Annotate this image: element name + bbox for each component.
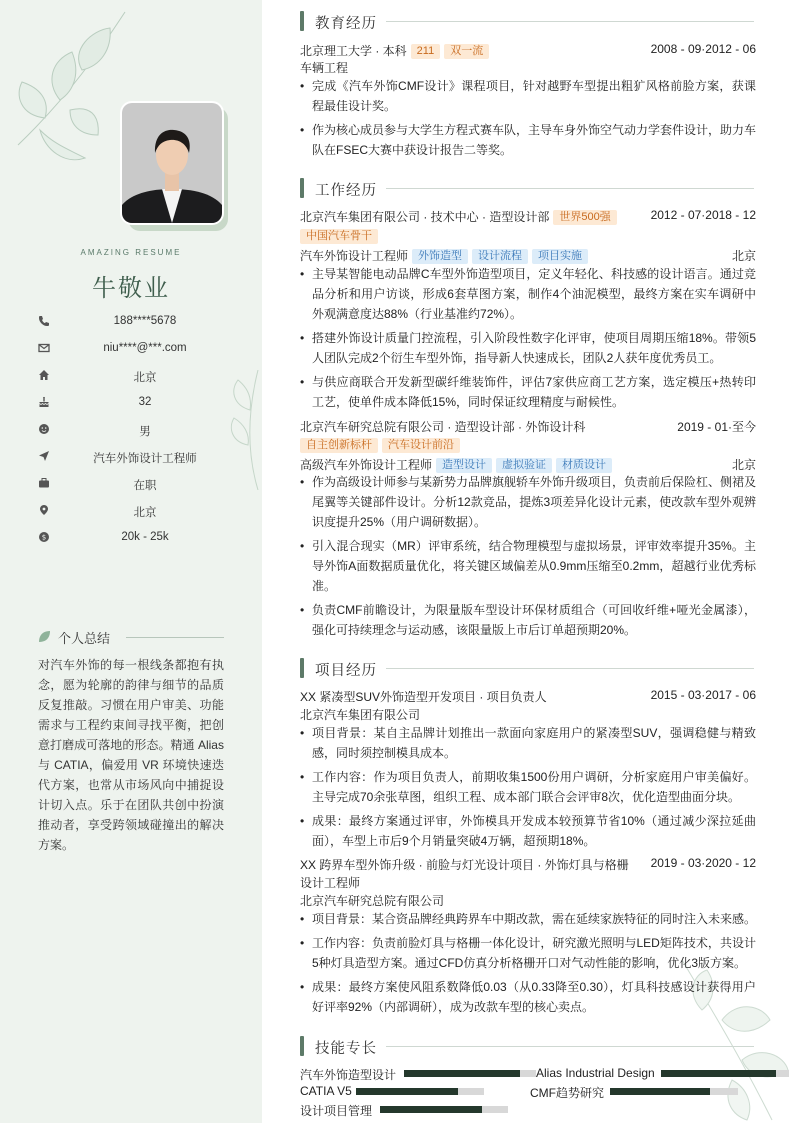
skills-section-heading	[300, 1036, 754, 1056]
info-value: 北京	[133, 372, 157, 384]
education-title: 教育经历	[315, 16, 377, 32]
skill-bar-fill	[404, 1070, 520, 1077]
cake-icon	[38, 396, 50, 408]
skill-tag: 设计流程	[472, 249, 528, 264]
skills-title: 技能专长	[315, 1041, 377, 1057]
skill-bar-fill	[661, 1070, 776, 1077]
list-item: • 工作内容：作为项目负责人，前期收集1500份用户调研，分析家庭用户审美偏好。主导完成70余张草图，组织工程、成本部门联合会评审8次，优化造型曲面分块。	[300, 770, 756, 804]
person-name: 牛敬业	[92, 275, 170, 302]
skill-tag: 外饰造型	[412, 249, 468, 264]
job-city: 北京	[731, 249, 756, 263]
job-header	[300, 418, 756, 434]
list-item: • 项目背景：某自主品牌计划推出一款面向家庭用户的紧凑型SUV，强调稳健与精致感，同时须控制模具成本。	[300, 726, 756, 760]
skill-bar-fill	[356, 1088, 458, 1095]
tagline: AMAZING RESUME	[80, 248, 182, 257]
job-extra-tags	[300, 229, 756, 245]
summary-title: 个人总结	[58, 631, 111, 646]
avatar	[120, 101, 224, 225]
skill-tag: 项目实施	[532, 249, 588, 264]
info-target-city	[38, 503, 228, 521]
project-name: XX 紧凑型SUV外饰造型开发项目 · 项目负责人	[300, 690, 547, 704]
info-age	[38, 395, 228, 413]
list-item: • 引入混合现实（MR）评审系统，结合物理模型与虚拟场景，评审效率提升35%。主导外饰A面数据质量优化，将关键区域偏差从0.9mm压缩至0.2mm，超越行业优秀标准。	[300, 539, 756, 593]
skill-item: 设计项目管理	[300, 1102, 548, 1116]
skill-bar	[661, 1070, 789, 1077]
list-item: • 成果：最终方案使风阻系数降低0.03（从0.33降至0.30），灯具科技感设计获得用户好评率92%（内部调研），成为改款车型的核心卖点。	[300, 980, 756, 1014]
job-extra-tags	[300, 438, 756, 454]
education-date: 2008 - 09·2012 - 06	[650, 42, 756, 56]
skill-tag: 材质设计	[556, 458, 612, 473]
info-value: 汽车外饰设计工程师	[93, 453, 197, 465]
send-icon	[38, 450, 50, 462]
info-phone	[38, 314, 228, 332]
info-value: 32	[138, 396, 152, 408]
location-icon	[38, 504, 50, 516]
money-icon	[38, 531, 50, 543]
work-section-heading	[300, 178, 754, 198]
skill-bar-fill	[610, 1088, 710, 1095]
school-tag: 双一流	[444, 44, 489, 59]
projects-section-heading	[300, 658, 754, 678]
skill-bar-fill	[380, 1106, 482, 1113]
info-email	[38, 341, 228, 359]
job-position-row	[300, 456, 756, 472]
info-gender	[38, 422, 228, 440]
education-major: 车辆工程	[300, 61, 349, 75]
work-title: 工作经历	[315, 183, 377, 199]
summary-heading	[38, 628, 224, 646]
projects-title: 项目经历	[315, 663, 377, 679]
project-org: 北京汽车集团有限公司	[300, 708, 421, 722]
skill-item: 汽车外饰造型设计	[300, 1066, 528, 1080]
company-tag: 世界500强	[553, 210, 616, 225]
face-icon	[38, 423, 50, 435]
company-name: 北京汽车研究总院有限公司 · 造型设计部 · 外饰设计科	[300, 420, 586, 434]
skill-item: CMF趋势研究	[530, 1084, 740, 1098]
info-status	[38, 476, 228, 494]
info-salary	[38, 530, 228, 548]
list-item: • 工作内容：负责前脸灯具与格栅一体化设计，研究激光照明与LED矩阵技术，共设计5种灯具造型方案。通过CFD仿真分析格栅开口对气动性能的影响，优化3版方案。	[300, 936, 756, 970]
info-city	[38, 368, 228, 386]
honor-tag: 中国汽车骨干	[300, 229, 378, 244]
info-value: 男	[139, 426, 151, 438]
main-content	[262, 0, 794, 1123]
svg-text:$: $	[41, 533, 47, 542]
info-value: niu****@***.com	[103, 342, 187, 354]
list-item: • 搭建外饰设计质量门控流程，引入阶段性数字化评审，使项目周期压缩18%。带领5人团队完成2个衍生车型外饰，指导新人快速成长，团队2人获年度优秀员工。	[300, 331, 756, 365]
skill-bar	[356, 1088, 484, 1095]
job-position: 高级汽车外饰设计工程师	[300, 458, 433, 472]
mail-icon	[38, 342, 50, 354]
job-date: 2012 - 07·2018 - 12	[650, 208, 756, 222]
skill-bar	[380, 1106, 508, 1113]
job-date: 2019 - 01·至今	[677, 420, 756, 434]
avatar-frame	[120, 101, 224, 225]
phone-icon	[38, 315, 50, 327]
company-name: 北京汽车集团有限公司 · 技术中心 · 造型设计部	[300, 210, 550, 224]
info-position	[38, 449, 228, 467]
school-name: 北京理工大学 · 本科	[300, 44, 407, 58]
education-header	[300, 42, 756, 58]
leaf-sprig-icon	[228, 370, 262, 490]
project-name: XX 跨界车型外饰升级 · 前脸与灯光设计项目 · 外饰灯具与格栅	[300, 858, 629, 872]
info-value: 北京	[133, 507, 157, 519]
project-role: 设计工程师	[300, 876, 361, 890]
leaf-icon	[38, 630, 51, 643]
list-item: • 项目背景：某合资品牌经典跨界车中期改款，需在延续家族特征的同时注入未来感。	[300, 912, 757, 926]
list-item: • 主导某智能电动品牌C车型外饰造型项目，定义年轻化、科技感的设计语言。通过竞品分析和用户访谈，形成6套草图方案，制作4个油泥模型，最终方案在实车调研中外观满意度达88%（行业基准约72%）。	[300, 267, 756, 321]
job-position-row	[300, 247, 756, 263]
list-item: • 作为核心成员参与大学生方程式赛车队，主导车身外饰空气动力学套件设计，助力车队在FSEC大赛中获设计报告二等奖。	[300, 123, 757, 157]
info-value: 20k - 25k	[121, 531, 169, 543]
education-section-heading	[300, 11, 754, 31]
skill-item: Alias Industrial Design	[536, 1066, 790, 1080]
info-value: 188****5678	[113, 315, 177, 327]
job-city: 北京	[731, 458, 756, 472]
project-date: 2019 - 03·2020 - 12	[650, 856, 756, 870]
skill-tag: 造型设计	[436, 458, 492, 473]
list-item: • 负责CMF前瞻设计，为限量版车型设计环保材质组合（可回收纤维+哑光金属漆），强化可持续理念与运动感，该限量版上市后订单超预期20%。	[300, 603, 756, 637]
list-item: • 完成《汽车外饰CMF设计》课程项目，针对越野车型提出粗犷风格前脸方案，获课程最佳设计奖。	[300, 79, 756, 113]
honor-tag: 汽车设计前沿	[382, 438, 460, 453]
skill-item: CATIA V5	[300, 1084, 522, 1098]
summary-text: 对汽车外饰的每一根线条都抱有执念，愿为轮廓的韵律与细节的品质反复推敲。习惯在用户审美、功能需求与工程约束间寻找平衡，把创意打磨成可落地的形态。精通 Alias 与 CATIA，偏爱用 VR 环境快速迭代方案，也常从市场风向中捕捉设计切入点。乐于在团队共创中扮演推动者，享受跨领域碰撞出的解决方案。	[38, 658, 224, 852]
project-org: 北京汽车研究总院有限公司	[300, 894, 445, 908]
job-header	[300, 208, 756, 224]
project-date: 2015 - 03·2017 - 06	[650, 688, 756, 702]
briefcase-icon	[38, 477, 50, 489]
list-item: • 成果：最终方案通过评审，外饰模具开发成本较预算节省10%（通过减少深拉延曲面），车型上市后9个月销量突破4万辆，超预期18%。	[300, 814, 756, 848]
list-item: • 与供应商联合开发新型碳纤维装饰件，评估7家供应商工艺方案，选定模压+热转印工艺，使单件成本降低15%，同时保证纹理精度与耐候性。	[300, 375, 756, 409]
info-value: 在职	[133, 480, 157, 492]
project-header	[300, 856, 756, 872]
job-position: 汽车外饰设计工程师	[300, 249, 409, 263]
skill-bar	[610, 1088, 738, 1095]
skill-bar	[404, 1070, 536, 1077]
skill-tag: 虚拟验证	[496, 458, 552, 473]
honor-tag: 自主创新标杆	[300, 438, 378, 453]
list-item: • 作为高级设计师参与某新势力品牌旗舰轿车外饰升级项目，负责前后保险杠、侧裙及尾翼等关键部件设计。分析12款竞品，提炼3项差异化设计元素，使改款车型外观辨识度提升25%（用户调研数据）。	[300, 475, 757, 529]
sidebar	[0, 0, 262, 1123]
school-tag: 211	[411, 44, 441, 59]
home-icon	[38, 369, 50, 381]
project-header	[300, 688, 756, 704]
